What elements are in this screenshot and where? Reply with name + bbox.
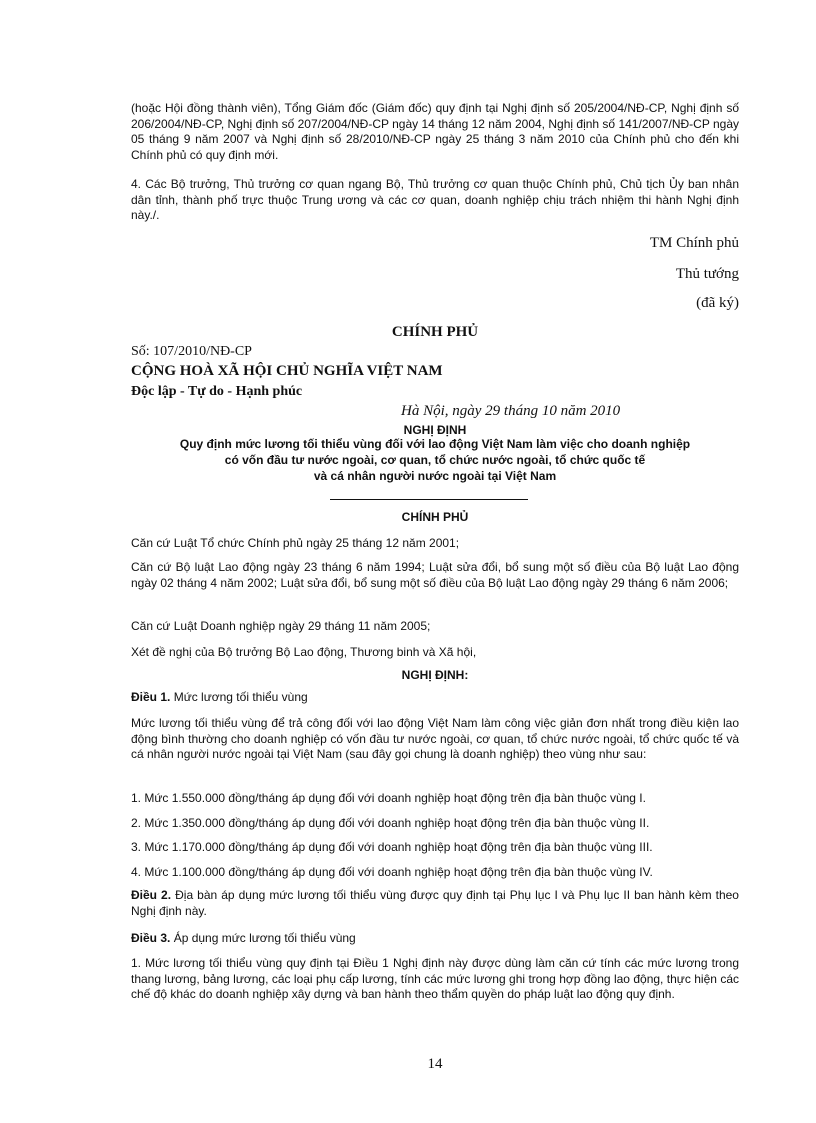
legal-basis-4: Xét đề nghị của Bộ trưởng Bộ Lao động, Thương binh và Xã hội,: [131, 645, 477, 659]
decree-title-line-3: và cá nhân người nước ngoài tại Việt Nam: [313, 469, 557, 483]
article-1-item-3: 3. Mức 1.170.000 đồng/tháng áp dụng đối với doanh nghiệp hoạt động trên địa bàn thuộc vùng III.: [131, 840, 653, 854]
article-1-title: Mức lương tối thiểu vùng: [170, 690, 308, 704]
article-1-label: Điều 1.: [131, 690, 171, 704]
page-number: 14: [427, 1056, 443, 1072]
article-3-label: Điều 3.: [131, 931, 171, 945]
article-2: [131, 888, 739, 919]
signature-signed: (đã ký): [696, 295, 739, 311]
title-divider: [330, 499, 528, 500]
signature-role: Thủ tướng: [675, 266, 739, 282]
decree-title-line-2: có vốn đầu tư nước ngoài, cơ quan, tổ chức nước ngoài, tổ chức quốc tế: [224, 453, 646, 467]
article-1-item-2: 2. Mức 1.350.000 đồng/tháng áp dụng đối với doanh nghiệp hoạt động trên địa bàn thuộc vùng II.: [131, 816, 650, 830]
signature-title: TM Chính phủ: [649, 235, 739, 251]
article-1-item-4: 4. Mức 1.100.000 đồng/tháng áp dụng đối với doanh nghiệp hoạt động trên địa bàn thuộc vùng IV.: [131, 865, 653, 879]
paragraph-clause-4: 4. Các Bộ trưởng, Thủ trưởng cơ quan ngang Bộ, Thủ trưởng cơ quan thuộc Chính phủ, Chủ tịch Ủy ban nhân dân tỉnh, thành phố trực thuộc Trung ương và các cơ quan, doanh nghiệp chịu trách nhiệm thi hành Nghị định này./.: [131, 177, 739, 222]
issuer-heading: CHÍNH PHỦ: [401, 510, 469, 524]
national-motto: Độc lập - Tự do - Hạnh phúc: [131, 384, 303, 399]
decree-number: Số: 107/2010/NĐ-CP: [131, 344, 252, 359]
legal-basis-2: Căn cứ Bộ luật Lao động ngày 23 tháng 6 năm 1994; Luật sửa đổi, bổ sung một số điều của Bộ luật Lao động ngày 02 tháng 4 năm 2002; Luật sửa đổi, bổ sung một số điều của Bộ luật Lao động ngày 29 tháng 6 năm 2006;: [131, 560, 739, 590]
decree-title-line-1: Quy định mức lương tối thiểu vùng đối với lao động Việt Nam làm việc cho doanh nghiệp: [179, 437, 691, 451]
article-1-item-1: 1. Mức 1.550.000 đồng/tháng áp dụng đối với doanh nghiệp hoạt động trên địa bàn thuộc vùng I.: [131, 791, 646, 805]
article-3-heading: [131, 931, 739, 947]
legal-basis-3: Căn cứ Luật Doanh nghiệp ngày 29 tháng 11 năm 2005;: [131, 619, 431, 633]
issue-date: Hà Nội, ngày 29 tháng 10 năm 2010: [401, 403, 621, 419]
article-3-title: Áp dụng mức lương tối thiểu vùng: [170, 931, 356, 945]
article-1-intro: Mức lương tối thiểu vùng để trả công đối với lao động Việt Nam làm công việc giản đơn nhất trong điều kiện lao động bình thường cho doanh nghiệp có vốn đầu tư nước ngoài, cơ quan, tổ chức nước ngoài, tổ chức quốc tế và cá nhân người nước ngoài tại Việt Nam (sau đây gọi chung là doanh nghiệp) theo vùng như sau:: [131, 716, 739, 761]
decrees-heading: NGHỊ ĐỊNH:: [401, 668, 469, 682]
article-2-label: Điều 2.: [131, 888, 172, 902]
legal-basis-1: Căn cứ Luật Tổ chức Chính phủ ngày 25 tháng 12 năm 2001;: [131, 536, 460, 550]
republic-name: CỘNG HOÀ XÃ HỘI CHỦ NGHĨA VIỆT NAM: [131, 363, 443, 379]
paragraph-continuation: (hoặc Hội đồng thành viên), Tổng Giám đốc (Giám đốc) quy định tại Nghị định số 205/2004/NĐ-CP, Nghị định số 206/2004/NĐ-CP, Nghị định số 207/2004/NĐ-CP ngày 14 tháng 12 năm 2004, Nghị định số 141/2007/NĐ-CP ngày 05 tháng 9 năm 2007 và Nghị định số 28/2010/NĐ-CP ngày 25 tháng 3 năm 2010 của Chính phủ cho đến khi Chính phủ có quy định mới.: [131, 101, 739, 162]
article-2-text: Địa bàn áp dụng mức lương tối thiểu vùng được quy định tại Phụ lục I và Phụ lục II ban hành kèm theo Nghị định này.: [131, 888, 739, 918]
agency-name: CHÍNH PHỦ: [391, 324, 479, 340]
article-3-item-1: 1. Mức lương tối thiểu vùng quy định tại Điều 1 Nghị định này được dùng làm căn cứ tính các mức lương trong thang lương, bảng lương, các loại phụ cấp lương, tính các mức lương ghi trong hợp đồng lao động, thực hiện các chế độ khác do doanh nghiệp xây dựng và ban hành theo thẩm quyền do pháp luật lao động quy định.: [131, 956, 739, 1001]
article-1-heading: [131, 690, 739, 706]
decree-kind: NGHỊ ĐỊNH: [403, 423, 467, 437]
